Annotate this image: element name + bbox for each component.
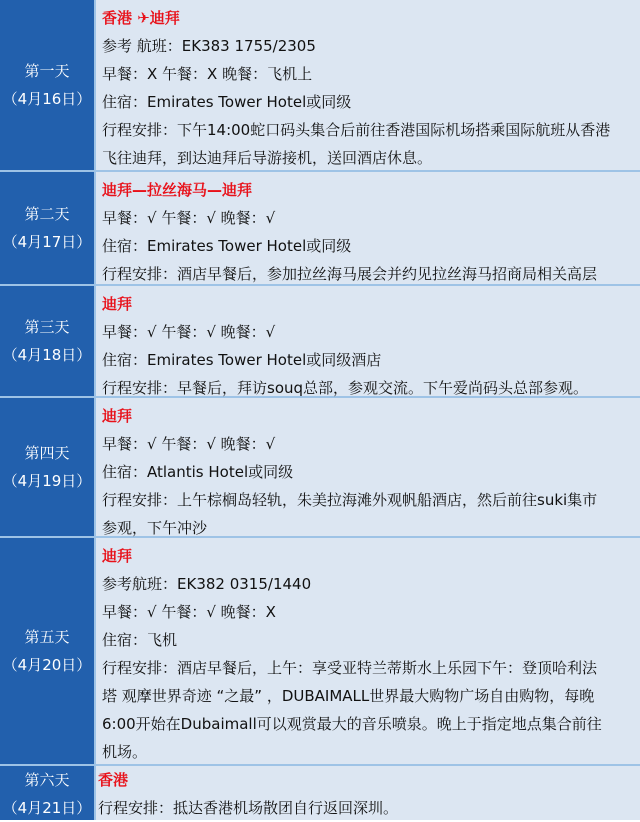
route-title: 香港 ✈迪拜 bbox=[102, 9, 180, 27]
hotel-info: 住宿：Emirates Tower Hotel或同级 bbox=[102, 93, 352, 111]
day-label: 第二天 bbox=[24, 205, 70, 223]
day-date: （4月19日） bbox=[2, 472, 92, 490]
day-row-6 bbox=[0, 766, 640, 820]
day-row-3 bbox=[0, 286, 640, 398]
day-content-3 bbox=[96, 286, 640, 396]
schedule-info: 行程安排：下午14:00蛇口码头集合后前往香港国际机场搭乘国际航班从香港 bbox=[102, 121, 611, 139]
meals-info: 早餐：√ 午餐：√ 晚餐：√ bbox=[102, 435, 276, 453]
day-date: （4月21日） bbox=[2, 799, 92, 817]
day-content-6 bbox=[96, 766, 640, 820]
schedule-info-cont: 6:00开始在Dubaimall可以观赏最大的音乐喷泉。晚上于指定地点集合前往 bbox=[102, 715, 602, 733]
meals-info: 早餐：√ 午餐：√ 晚餐：√ bbox=[102, 323, 276, 341]
flight-info: 参考 航班：EK383 1755/2305 bbox=[102, 37, 316, 55]
meals-info: 早餐：X 午餐：X 晚餐：飞机上 bbox=[102, 65, 313, 83]
schedule-info: 行程安排：抵达香港机场散团自行返回深圳。 bbox=[98, 799, 399, 817]
schedule-info: 行程安排：酒店早餐后，参加拉丝海马展会并约见拉丝海马招商局相关高层 bbox=[102, 265, 598, 283]
day-content-5 bbox=[96, 538, 640, 764]
route-title: 香港 bbox=[98, 771, 129, 789]
day-label: 第一天 bbox=[24, 62, 70, 80]
hotel-info: 住宿：飞机 bbox=[102, 631, 178, 649]
day-row-5 bbox=[0, 538, 640, 766]
meals-info: 早餐：√ 午餐：√ 晚餐：√ bbox=[102, 209, 276, 227]
day-cell-4 bbox=[0, 398, 96, 536]
day-date: （4月16日） bbox=[2, 90, 92, 108]
day-label: 第五天 bbox=[24, 628, 70, 646]
flight-info: 参考航班：EK382 0315/1440 bbox=[102, 575, 312, 593]
day-label: 第三天 bbox=[24, 318, 70, 336]
day-content-2 bbox=[96, 172, 640, 284]
hotel-info: 住宿：Emirates Tower Hotel或同级 bbox=[102, 237, 352, 255]
day-cell-6 bbox=[0, 766, 96, 820]
schedule-info-cont: 塔 观摩世界奇迹 “之最” ，DUBAIMALL世界最大购物广场自由购物，每晚 bbox=[102, 687, 595, 705]
day-row-2 bbox=[0, 172, 640, 286]
day-content-1 bbox=[96, 0, 640, 170]
day-row-4 bbox=[0, 398, 640, 538]
day-cell-5 bbox=[0, 538, 96, 764]
day-date: （4月17日） bbox=[2, 233, 92, 251]
hotel-info: 住宿：Atlantis Hotel或同级 bbox=[102, 463, 294, 481]
day-label: 第六天 bbox=[24, 771, 70, 789]
schedule-info: 行程安排：早餐后，拜访souq总部，参观交流。下午爱尚码头总部参观。 bbox=[102, 379, 589, 397]
route-title: 迪拜 bbox=[102, 547, 133, 565]
route-title: 迪拜—拉丝海马—迪拜 bbox=[102, 181, 253, 199]
hotel-info: 住宿：Emirates Tower Hotel或同级酒店 bbox=[102, 351, 382, 369]
schedule-info: 行程安排：上午棕榈岛轻轨，朱美拉海滩外观帆船酒店，然后前往suki集市 bbox=[102, 491, 598, 509]
schedule-info: 行程安排：酒店早餐后，上午：享受亚特兰蒂斯水上乐园下午：登顶哈利法 bbox=[102, 659, 598, 677]
day-date: （4月20日） bbox=[2, 656, 92, 674]
day-cell-3 bbox=[0, 286, 96, 396]
day-cell-1 bbox=[0, 0, 96, 170]
route-title: 迪拜 bbox=[102, 407, 133, 425]
meals-info: 早餐：√ 午餐：√ 晚餐：X bbox=[102, 603, 276, 621]
schedule-info-cont: 飞往迪拜，到达迪拜后导游接机，送回酒店休息。 bbox=[102, 149, 433, 167]
day-date: （4月18日） bbox=[2, 346, 92, 364]
schedule-info-cont: 参观，下午冲沙 bbox=[102, 519, 208, 537]
day-row-1 bbox=[0, 0, 640, 172]
route-title: 迪拜 bbox=[102, 295, 133, 313]
day-label: 第四天 bbox=[24, 444, 70, 462]
day-content-4 bbox=[96, 398, 640, 536]
day-cell-2 bbox=[0, 172, 96, 284]
schedule-info-cont: 机场。 bbox=[102, 743, 148, 761]
